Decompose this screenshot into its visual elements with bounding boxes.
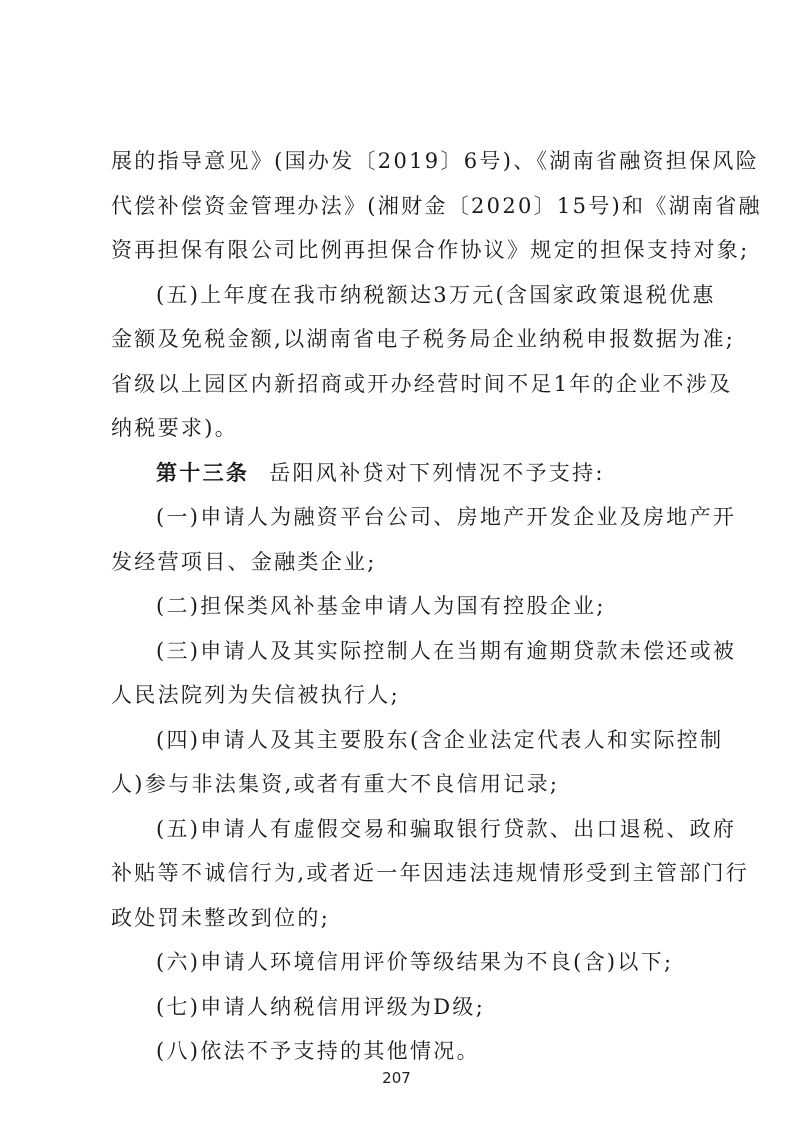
text-line: 纳税要求)。	[111, 416, 238, 440]
article-line	[156, 458, 691, 488]
text-line: 省级以上园区内新招商或开办经营时间不足1年的企业不涉及	[111, 371, 733, 396]
text-line: (二)担保类风补基金申请人为国有控股企业;	[156, 594, 606, 618]
text-line: (五)上年度在我市纳税额达3万元(含国家政策退税优惠	[156, 282, 716, 307]
text-line: 资再担保有限公司比例再担保合作协议》规定的担保支持对象;	[111, 238, 750, 262]
text-line: 人民法院列为失信被执行人;	[111, 683, 400, 707]
text-line: 金额及免税金额,以湖南省电子税务局企业纳税申报数据为准;	[111, 327, 736, 351]
text-line: (三)申请人及其实际控制人在当期有逾期贷款未偿还或被	[156, 638, 737, 663]
text-line: (四)申请人及其主要股东(含企业法定代表人和实际控制	[156, 727, 724, 752]
text-line: (六)申请人环境信用评价等级结果为不良(含)以下;	[156, 950, 674, 974]
text-line: 代偿补偿资金管理办法》(湘财金〔2020〕15号)和《湖南省融	[111, 193, 762, 218]
text-line: 人)参与非法集资,或者有重大不良信用记录;	[111, 772, 560, 796]
article-heading: 第十三条	[156, 459, 250, 485]
article-text: 岳阳风补贷对下列情况不予支持:	[269, 460, 605, 485]
text-line: (七)申请人纳税信用评级为D级;	[156, 994, 486, 1019]
text-line: 展的指导意见》(国办发〔2019〕6号)、《湖南省融资担保风险	[111, 149, 759, 173]
text-line: 补贴等不诚信行为,或者近一年因违法违规情形受到主管部门行	[111, 861, 750, 885]
text-line: 政处罚未整改到位的;	[111, 905, 331, 930]
text-line: (一)申请人为融资平台公司、房地产开发企业及房地产开	[156, 505, 737, 529]
text-line: 发经营项目、金融类企业;	[111, 549, 377, 574]
text-line: (八)依法不予支持的其他情况。	[156, 1039, 480, 1063]
text-line: (五)申请人有虚假交易和骗取银行贷款、出口退税、政府	[156, 816, 737, 841]
page-number: 207	[382, 1069, 411, 1087]
